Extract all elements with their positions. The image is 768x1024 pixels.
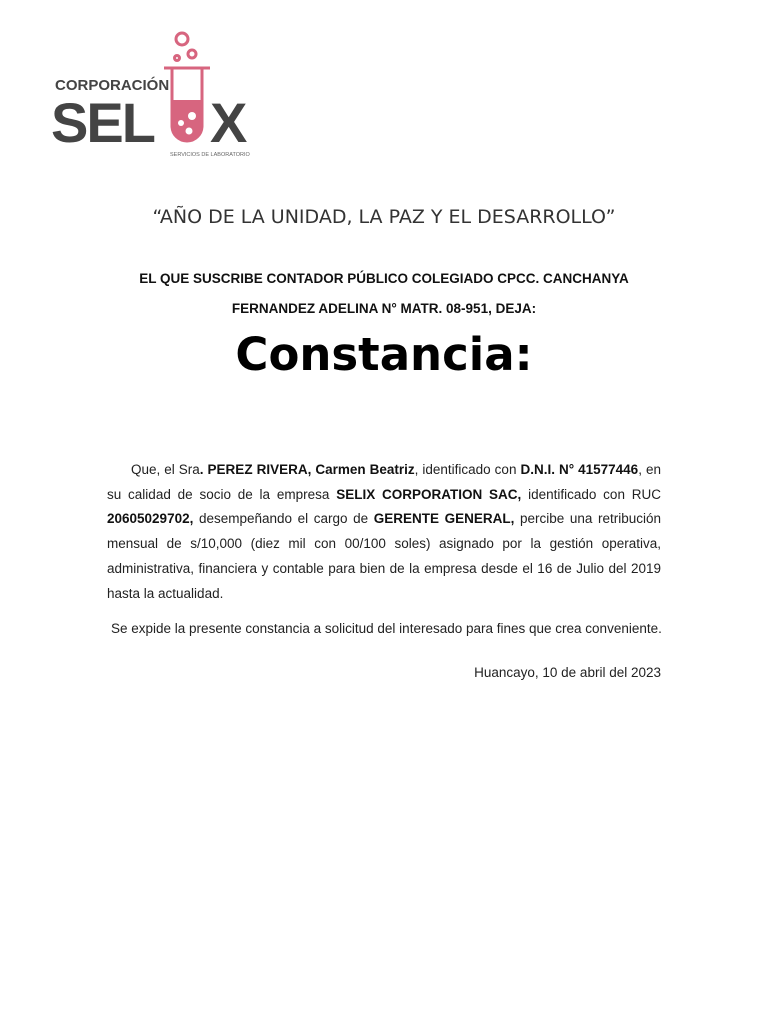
- logo-main-text-left: SEL: [51, 91, 154, 154]
- year-motto: “AÑO DE LA UNIDAD, LA PAZ Y EL DESARROLLO”: [152, 206, 616, 228]
- body-text-2: , identificado con: [414, 462, 521, 477]
- subscriber-line-2: FERNANDEZ ADELINA N° MATR. 08-951, DEJA:: [231, 301, 537, 316]
- body-text-6: percibe una retribución mensual de s/10,000 (diez mil con 00/100 soles) asignado por la gestión operativa, administrativa, financiera y contable para bien de la empresa desde el 16 de Julio del 2019 hasta la actualidad.: [107, 511, 662, 601]
- logo-subtitle: SERVICIOS DE LABORATORIO: [170, 152, 250, 158]
- document-title: Constancia:: [235, 328, 533, 381]
- employee-position: GERENTE GENERAL,: [373, 511, 515, 527]
- subscriber-line-1: EL QUE SUSCRIBE CONTADOR PÚBLICO COLEGIADO CPCC. CANCHANYA: [139, 271, 629, 286]
- body-text-3: , en su calidad de socio de la empresa: [107, 462, 661, 502]
- body-text-4: identificado con RUC: [521, 486, 661, 502]
- certificate-body: [107, 458, 661, 606]
- body-text-5: desempeñando el cargo de: [193, 511, 374, 527]
- employee-name: . PEREZ RIVERA, Carmen Beatriz: [199, 462, 415, 477]
- company-logo: [50, 30, 260, 165]
- employee-dni: D.N.I. N° 41577446: [520, 462, 639, 477]
- logo-main-text-right: X: [210, 91, 248, 154]
- logo-top-text: CORPORACIÓN: [55, 77, 170, 94]
- body-text-1: Que, el Sra: [131, 462, 200, 477]
- company-ruc: 20605029702,: [107, 511, 194, 527]
- place-date: Huancayo, 10 de abril del 2023: [474, 665, 661, 680]
- company-name: SELIX CORPORATION SAC,: [336, 486, 522, 502]
- issuance-statement: Se expide la presente constancia a solicitud del interesado para fines que crea conveniente.: [111, 621, 662, 636]
- test-tube-icon: [164, 33, 210, 141]
